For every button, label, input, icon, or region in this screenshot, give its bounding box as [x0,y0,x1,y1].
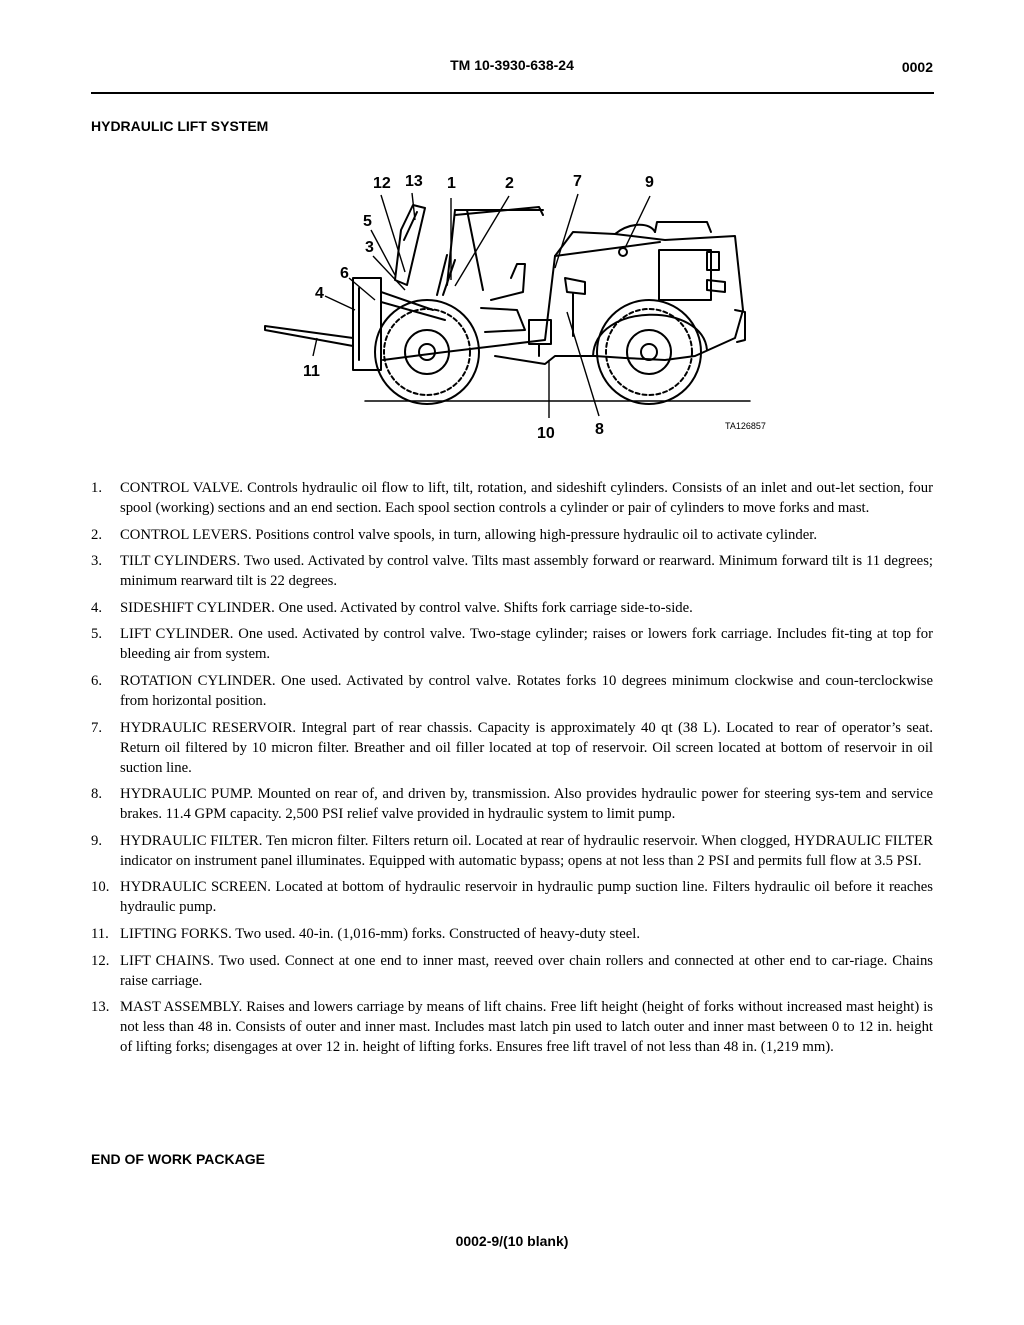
item-number: 9. [91,832,103,849]
item-text: TILT CYLINDERS. Two used. Activated by control valve. Tilts mast assembly forward or rearward. Minimum forward tilt is 11 degrees; minimum rearward tilt is 22 degrees. [120,553,933,590]
item-number: 4. [91,599,103,616]
callout-13: 13 [405,173,423,190]
list-item [91,598,933,618]
section-title: HYDRAULIC LIFT SYSTEM [91,118,269,134]
callout-12: 12 [373,175,391,192]
item-text: HYDRAULIC FILTER. Ten micron filter. Filters return oil. Located at rear of hydraulic reservoir. When clogged, HYDRAULIC FILTER indicator on instrument panel illuminates. Equipped with automatic bypass; opens at not less than 2 PSI and permits full flow at 3.5 PSI. [120,832,933,869]
callout-2: 2 [505,175,514,192]
callout-10: 10 [537,425,555,442]
list-item [91,718,933,778]
end-of-work-package: END OF WORK PACKAGE [91,1151,265,1167]
item-number: 8. [91,786,103,803]
item-text: LIFT CHAINS. Two used. Connect at one end to inner mast, reeved over chain rollers and connected at other end to car-riage. Chains raise carriage. [120,952,933,989]
item-number: 3. [91,553,103,570]
list-item [91,671,933,711]
item-text: HYDRAULIC SCREEN. Located at bottom of hydraulic reservoir in hydraulic pump suction line. Filters hydraulic oil before it reaches hydraulic pump. [120,879,933,916]
list-item [91,478,933,518]
list-item [91,877,933,917]
item-text: HYDRAULIC RESERVOIR. Integral part of rear chassis. Capacity is approximately 40 qt (38 L). Located to rear of operator’s seat. Return oil filtered by 10 micron filter. Breather and oil filler located at top of reservoir. Oil screen located at bottom of reservoir in oil suction line. [120,719,933,776]
item-number: 1. [91,480,103,496]
item-number: 12. [91,952,110,969]
item-text: CONTROL LEVERS. Positions control valve spools, in turn, allowing high-pressure hydraulic oil to activate cylinder. [120,526,818,543]
document-number: TM 10-3930-638-24 [450,57,574,73]
item-number: 7. [91,719,103,736]
list-item [91,997,933,1057]
work-package-number: 0002 [901,59,933,75]
callout-3: 3 [365,239,374,256]
item-text: SIDESHIFT CYLINDER. One used. Activated by control valve. Shifts fork carriage side-to-side. [120,599,693,616]
page-number: 0002-9/(10 blank) [455,1233,569,1249]
callout-5: 5 [363,213,372,230]
item-number: 6. [91,672,103,689]
item-number: 5. [91,626,103,643]
figure-id: TA126857 [725,421,766,431]
list-item [91,784,933,824]
list-item [91,831,933,871]
list-item [91,951,933,991]
item-number: 10. [91,879,110,896]
item-text: LIFT CYLINDER. One used. Activated by control valve. Two-stage cylinder; raises or lowers fork carriage. Includes fit-ting at top for bleeding air from system. [120,626,933,663]
callout-8: 8 [595,421,604,438]
item-text: LIFTING FORKS. Two used. 40-in. (1,016-mm) forks. Constructed of heavy-duty steel. [120,925,641,942]
item-text: HYDRAULIC PUMP. Mounted on rear of, and driven by, transmission. Also provides hydraulic power for steering sys-tem and service brakes. 11.4 GPM capacity. 2,500 PSI relief valve provided in hydraulic system to limit pump. [120,786,933,823]
list-item [91,624,933,664]
header-rule [91,92,934,94]
list-item [91,924,933,944]
callout-11: 11 [303,363,320,380]
list-item [91,551,933,591]
callout-4: 4 [315,285,324,302]
item-number: 11. [91,925,109,942]
callout-1: 1 [447,175,456,192]
component-list [91,478,933,1064]
forklift-illustration [255,160,775,450]
list-item [91,525,933,545]
item-number: 13. [91,999,110,1016]
item-text: MAST ASSEMBLY. Raises and lowers carriage by means of lift chains. Free lift height (height of forks without increased mast height) is not less than 48 in. Consists of outer and inner mast. Includes mast latch pin used to latch outer and inner mast between 0 to 12 in. height of lifting forks; disengages at over 12 in. height of lifting forks. Ensures free lift travel of not less than 48 in. (1,219 mm). [120,999,933,1056]
item-text: ROTATION CYLINDER. One used. Activated by control valve. Rotates forks 10 degrees minimum clockwise and coun-terclockwise from horizontal position. [120,672,933,709]
callout-7: 7 [573,173,582,190]
item-number: 2. [91,526,103,543]
callout-9: 9 [645,174,654,191]
item-text: CONTROL VALVE. Controls hydraulic oil flow to lift, tilt, rotation, and sideshift cylinders. Consists of an inlet and out-let section, four spool (working) sections and an end section. Each spool section controls a cylinder or pair of cylinders to move forks and mast. [120,480,933,516]
callout-6: 6 [340,265,349,282]
